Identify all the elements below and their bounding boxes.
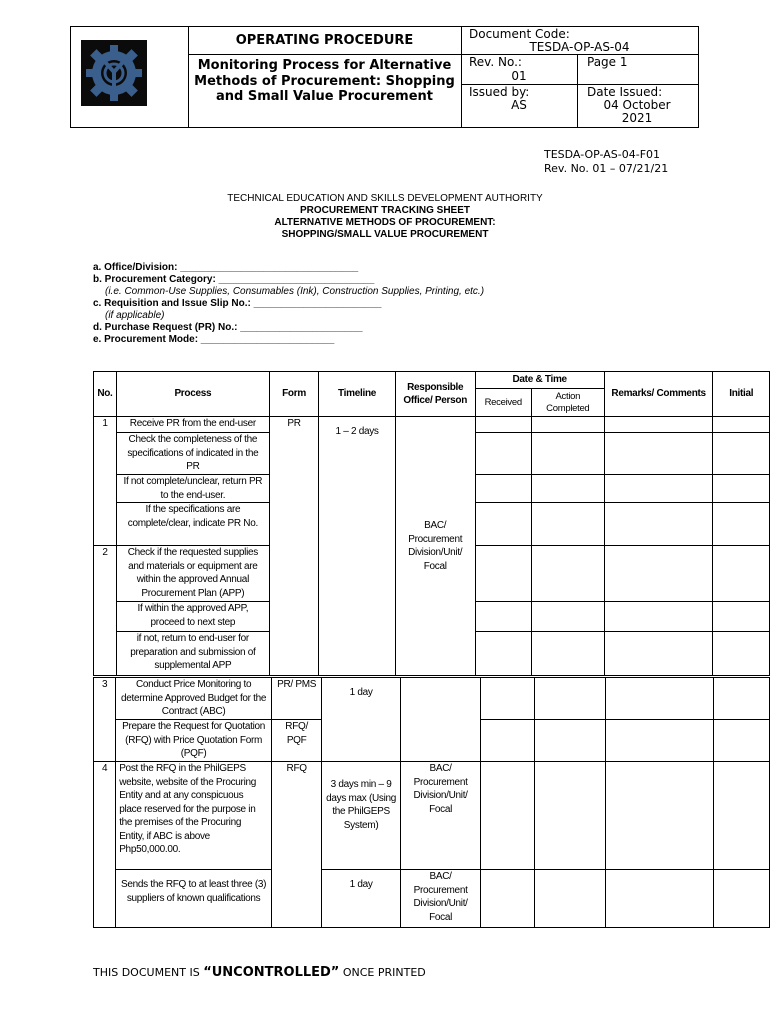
rev-value: 01 — [511, 69, 527, 83]
logo-cell — [71, 27, 189, 127]
procurement-mode-field[interactable]: e. Procurement Mode: ________________________ — [93, 334, 335, 345]
action-completed-cell[interactable] — [531, 602, 604, 632]
date-issued-value: 04 October 2021 — [603, 98, 671, 125]
form-cell — [269, 417, 318, 676]
process-step: Sends the RFQ to at least three (3) suppliers of known qualifications — [116, 870, 272, 928]
initial-cell[interactable] — [713, 762, 769, 870]
process-step: Receive PR from the end-user — [116, 417, 269, 433]
action-completed-cell[interactable] — [535, 870, 606, 928]
col-timeline: Timeline — [319, 372, 396, 417]
timeline-cell: 1 day — [322, 870, 401, 928]
col-initial: Initial — [713, 372, 770, 417]
procurement-category-note: (i.e. Common-Use Supplies, Consumables (Ink), Construction Supplies, Printing, etc.) — [105, 286, 485, 297]
process-step: Post the RFQ in the PhilGEPS website, website of the Procuring Entity and at any conspicuous place reserved for the purpose in the premises of the Procuring Entity, if ABC is above Php50,000.00. — [116, 762, 272, 870]
rev-label: Rev. No.: — [469, 55, 522, 69]
procedure-type: OPERATING PROCEDURE — [188, 27, 461, 55]
responsible-cell: BAC/ Procurement Division/Unit/ Focal — [400, 870, 480, 928]
form-code-pr: PR — [287, 418, 301, 429]
form-reference — [544, 148, 668, 176]
col-responsible: Responsible Office/ Person — [395, 372, 475, 417]
issued-by-label: Issued by: — [469, 85, 530, 99]
issued-by-value: AS — [511, 98, 527, 112]
initial-cell[interactable] — [713, 720, 769, 762]
table-row — [94, 417, 770, 433]
responsible-cell — [400, 678, 480, 762]
step-number: 3 — [94, 678, 116, 762]
received-cell[interactable] — [481, 762, 535, 870]
process-step: Conduct Price Monitoring to determine Approved Budget for the Contract (ABC) — [116, 678, 272, 720]
footer-pre: THIS DOCUMENT IS — [93, 966, 204, 979]
col-action-completed: Action Completed — [531, 389, 604, 417]
remarks-cell[interactable] — [604, 632, 713, 676]
received-cell[interactable] — [481, 720, 535, 762]
remarks-cell[interactable] — [604, 503, 713, 546]
doc-code-value: TESDA-OP-AS-04 — [529, 40, 630, 54]
received-cell[interactable] — [475, 503, 531, 546]
remarks-cell[interactable] — [604, 602, 713, 632]
form-code: RFQ — [272, 762, 322, 928]
remarks-cell[interactable] — [604, 433, 713, 475]
step-number: 1 — [94, 417, 117, 546]
ris-note: (if applicable) — [105, 310, 165, 321]
remarks-cell[interactable] — [604, 475, 713, 503]
received-cell[interactable] — [475, 602, 531, 632]
process-step: If within the approved APP, proceed to next step — [116, 602, 269, 632]
footer-post: ONCE PRINTED — [339, 966, 426, 979]
process-step: Check if the requested supplies and materials or equipment are within the approved Annual Procurement Plan (APP) — [116, 546, 269, 602]
page-number: Page 1 — [587, 55, 628, 69]
remarks-cell[interactable] — [604, 546, 713, 602]
action-completed-cell[interactable] — [531, 417, 604, 433]
procedure-title: Monitoring Process for Alternative Methods of Procurement: Shopping and Small Value Procurement — [194, 58, 455, 104]
org-title-block — [150, 193, 620, 241]
col-form: Form — [269, 372, 318, 417]
remarks-cell[interactable] — [606, 762, 714, 870]
date-issued-label: Date Issued: — [587, 85, 663, 99]
action-completed-cell[interactable] — [531, 632, 604, 676]
initial-cell[interactable] — [713, 870, 769, 928]
org-name: TECHNICAL EDUCATION AND SKILLS DEVELOPMENT AUTHORITY — [227, 193, 543, 204]
remarks-cell[interactable] — [606, 720, 714, 762]
table-row — [94, 870, 770, 928]
initial-cell[interactable] — [713, 433, 770, 475]
procurement-tracking-table-cont — [93, 677, 770, 928]
timeline-cell: 1 day — [322, 678, 401, 762]
received-cell[interactable] — [475, 632, 531, 676]
received-cell[interactable] — [475, 475, 531, 503]
doc-code-label: Document Code: — [469, 27, 570, 41]
initial-cell[interactable] — [713, 632, 770, 676]
initial-cell[interactable] — [713, 503, 770, 546]
initial-cell[interactable] — [713, 546, 770, 602]
form-code: TESDA-OP-AS-04-F01 — [544, 148, 661, 161]
office-division-field[interactable]: a. Office/Division: ________________________________ — [93, 262, 359, 273]
col-date-time: Date & Time — [475, 372, 604, 389]
col-received: Received — [475, 389, 531, 417]
remarks-cell[interactable] — [606, 870, 714, 928]
action-completed-cell[interactable] — [535, 720, 606, 762]
procurement-category-field[interactable]: b. Procurement Category: ____________________________ — [93, 274, 375, 285]
step-number: 2 — [94, 546, 117, 676]
process-step: If not complete/unclear, return PR to the end-user. — [116, 475, 269, 503]
sheet-subtitle-2: SHOPPING/SMALL VALUE PROCUREMENT — [281, 229, 489, 240]
tesda-logo-icon — [81, 40, 147, 106]
pr-number-field[interactable]: d. Purchase Request (PR) No.: ______________________ — [93, 322, 363, 333]
form-code: RFQ/ PQF — [272, 720, 322, 762]
received-cell[interactable] — [481, 678, 535, 720]
remarks-cell[interactable] — [606, 678, 714, 720]
form-code: PR/ PMS — [272, 678, 322, 720]
received-cell[interactable] — [475, 417, 531, 433]
sheet-subtitle-1: ALTERNATIVE METHODS OF PROCUREMENT: — [274, 217, 496, 228]
responsible-cell: BAC/ Procurement Division/Unit/ Focal — [395, 417, 475, 676]
table-row — [94, 762, 770, 870]
action-completed-cell[interactable] — [531, 475, 604, 503]
col-remarks: Remarks/ Comments — [604, 372, 713, 417]
ris-number-field[interactable]: c. Requisition and Issue Slip No.: _______________________ — [93, 298, 382, 309]
timeline-cell: 3 days min – 9 days max (Using the PhilGEPS System) — [322, 762, 401, 870]
table-row — [94, 678, 770, 720]
initial-cell[interactable] — [713, 678, 769, 720]
action-completed-cell[interactable] — [535, 762, 606, 870]
action-completed-cell[interactable] — [531, 433, 604, 475]
col-no: No. — [94, 372, 117, 417]
initial-cell[interactable] — [713, 417, 770, 433]
sheet-title: PROCUREMENT TRACKING SHEET — [299, 205, 470, 216]
remarks-cell[interactable] — [604, 417, 713, 433]
process-step: if not, return to end-user for preparation and submission of supplemental APP — [116, 632, 269, 676]
action-completed-cell[interactable] — [531, 503, 604, 546]
received-cell[interactable] — [475, 546, 531, 602]
timeline-cell: 1 – 2 days — [319, 417, 396, 676]
form-rev: Rev. No. 01 – 07/21/21 — [544, 162, 669, 175]
step-number: 4 — [94, 762, 116, 928]
col-process: Process — [116, 372, 269, 417]
procurement-tracking-table — [93, 371, 770, 676]
process-step: Check the completeness of the specifications of indicated in the PR — [116, 433, 269, 475]
received-cell[interactable] — [481, 870, 535, 928]
process-step: If the specifications are complete/clear, indicate PR No. — [116, 503, 269, 546]
process-step: Prepare the Request for Quotation (RFQ) with Price Quotation Form (PQF) — [116, 720, 272, 762]
initial-cell[interactable] — [713, 602, 770, 632]
action-completed-cell[interactable] — [535, 678, 606, 720]
document-footer — [93, 965, 426, 980]
initial-cell[interactable] — [713, 475, 770, 503]
document-header — [70, 26, 699, 128]
form-fields — [93, 262, 713, 346]
action-completed-cell[interactable] — [531, 546, 604, 602]
received-cell[interactable] — [475, 433, 531, 475]
footer-uncontrolled: “UNCONTROLLED” — [203, 965, 340, 980]
responsible-cell: BAC/ Procurement Division/Unit/ Focal — [400, 762, 480, 870]
